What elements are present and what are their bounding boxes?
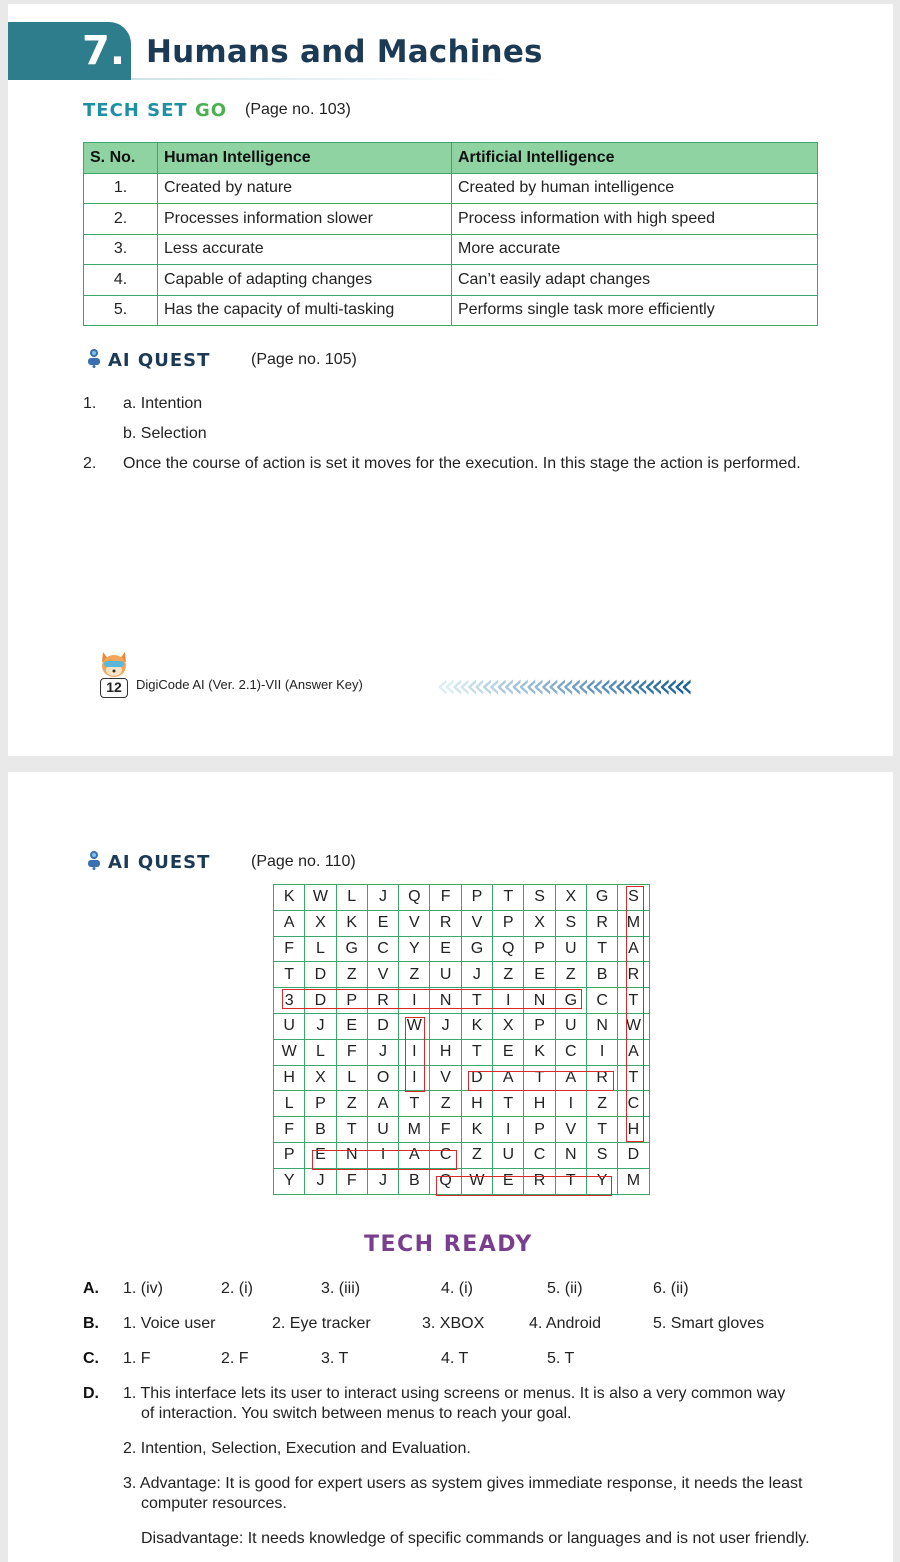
answer-item: 3. Advantage: It is good for expert users as system gives immediate response, it needs the least	[123, 1475, 803, 1492]
grid-letter: L	[336, 885, 367, 911]
grid-letter: U	[555, 1013, 586, 1039]
grid-letter: P	[461, 885, 492, 911]
answer-item: 4. T	[441, 1350, 469, 1367]
grid-letter: K	[336, 910, 367, 936]
grid-letter: A	[367, 1091, 398, 1117]
grid-letter: T	[618, 988, 649, 1014]
grid-letter: V	[555, 1117, 586, 1143]
answer-item: 3. (iii)	[321, 1280, 361, 1297]
table-row	[84, 265, 818, 296]
column-header: Human Intelligence	[158, 143, 452, 174]
grid-letter: U	[367, 1117, 398, 1143]
grid-letter: J	[367, 1039, 398, 1065]
answer-item: 2. (i)	[221, 1280, 253, 1297]
grid-letter: A	[399, 1142, 430, 1168]
table-cell: Has the capacity of multi-tasking	[158, 295, 452, 326]
grid-letter: R	[524, 1168, 555, 1194]
grid-letter: U	[274, 1013, 305, 1039]
answer-item: 1. This interface lets its user to interact using screens or menus. It is also a very common way	[123, 1385, 786, 1402]
table-header-row	[84, 143, 818, 174]
grid-letter: I	[367, 1142, 398, 1168]
grid-letter: L	[274, 1091, 305, 1117]
grid-row	[274, 1091, 650, 1117]
answer-item: computer resources.	[141, 1495, 287, 1512]
grid-letter: R	[586, 1065, 617, 1091]
table-row	[84, 204, 818, 235]
table-cell: Can’t easily adapt changes	[452, 265, 818, 296]
answer-item: a. Intention	[123, 395, 203, 412]
grid-letter: Z	[430, 1091, 461, 1117]
grid-letter: T	[618, 1065, 649, 1091]
grid-letter: A	[618, 936, 649, 962]
table-cell: Capable of adapting changes	[158, 265, 452, 296]
grid-letter: W	[274, 1039, 305, 1065]
grid-letter: C	[555, 1039, 586, 1065]
grid-letter: D	[461, 1065, 492, 1091]
grid-letter: Y	[399, 936, 430, 962]
grid-letter: V	[399, 910, 430, 936]
grid-letter: Z	[586, 1091, 617, 1117]
grid-letter: H	[274, 1065, 305, 1091]
grid-letter: L	[305, 936, 336, 962]
grid-row	[274, 936, 650, 962]
grid-letter: C	[430, 1142, 461, 1168]
table-cell: Process information with high speed	[452, 204, 818, 235]
grid-letter: N	[555, 1142, 586, 1168]
grid-letter: H	[461, 1091, 492, 1117]
grid-letter: Z	[336, 1091, 367, 1117]
grid-letter: E	[493, 1168, 524, 1194]
grid-letter: C	[618, 1091, 649, 1117]
grid-letter: T	[524, 1065, 555, 1091]
ai-quest-page-ref: (Page no. 110)	[251, 853, 356, 870]
table-row	[84, 295, 818, 326]
grid-letter: N	[430, 988, 461, 1014]
grid-letter: G	[461, 936, 492, 962]
grid-letter: S	[524, 885, 555, 911]
grid-letter: N	[586, 1013, 617, 1039]
answer-key-page-13	[8, 772, 893, 1562]
column-header: S. No.	[84, 143, 158, 174]
grid-letter: D	[618, 1142, 649, 1168]
grid-row	[274, 885, 650, 911]
table-cell: 3.	[84, 234, 158, 265]
grid-letter: R	[618, 962, 649, 988]
intelligence-comparison-table	[83, 142, 818, 326]
grid-letter: I	[399, 988, 430, 1014]
footer-book-title: DigiCode AI (Ver. 2.1)-VII (Answer Key)	[136, 677, 363, 692]
grid-row	[274, 1142, 650, 1168]
grid-letter: Q	[399, 885, 430, 911]
grid-letter: U	[555, 936, 586, 962]
grid-letter: K	[461, 1013, 492, 1039]
answer-item: 4. (i)	[441, 1280, 473, 1297]
answer-item: 1. F	[123, 1350, 151, 1367]
grid-letter: U	[430, 962, 461, 988]
answer-item: 3. XBOX	[422, 1315, 485, 1332]
ai-quest-page-ref: (Page no. 105)	[251, 351, 357, 368]
grid-letter: G	[336, 936, 367, 962]
tech-ready-heading: TECH READY	[364, 1232, 533, 1257]
answer-item: 5. Smart gloves	[653, 1315, 765, 1332]
grid-letter: S	[555, 910, 586, 936]
grid-letter: B	[586, 962, 617, 988]
grid-row	[274, 1039, 650, 1065]
chapter-number: 7.	[82, 28, 126, 74]
grid-letter: D	[305, 988, 336, 1014]
grid-letter: N	[336, 1142, 367, 1168]
grid-letter: K	[274, 885, 305, 911]
grid-letter: U	[493, 1142, 524, 1168]
answer-item: 1. Voice user	[123, 1315, 216, 1332]
grid-letter: F	[336, 1039, 367, 1065]
ai-quest-heading: AI QUEST	[108, 852, 211, 873]
grid-letter: D	[367, 1013, 398, 1039]
grid-letter: P	[493, 910, 524, 936]
answer-item: Once the course of action is set it moves for the execution. In this stage the action is performed.	[123, 455, 801, 472]
grid-letter: F	[274, 936, 305, 962]
answer-item: 5. (ii)	[547, 1280, 583, 1297]
grid-letter: Y	[274, 1168, 305, 1194]
grid-letter: R	[430, 910, 461, 936]
grid-letter: Z	[461, 1142, 492, 1168]
grid-letter: O	[367, 1065, 398, 1091]
grid-letter: A	[274, 910, 305, 936]
grid-letter: T	[461, 1039, 492, 1065]
answer-item: 3. T	[321, 1350, 349, 1367]
grid-letter: R	[586, 910, 617, 936]
grid-letter: A	[555, 1065, 586, 1091]
table-cell: Performs single task more efficiently	[452, 295, 818, 326]
grid-letter: H	[618, 1117, 649, 1143]
grid-row	[274, 1065, 650, 1091]
grid-letter: F	[430, 885, 461, 911]
question-label: A.	[83, 1280, 99, 1297]
grid-letter: C	[524, 1142, 555, 1168]
robot-icon	[85, 348, 103, 368]
grid-letter: X	[524, 910, 555, 936]
grid-letter: J	[367, 885, 398, 911]
grid-letter: F	[274, 1117, 305, 1143]
table-cell: More accurate	[452, 234, 818, 265]
table-cell: Created by nature	[158, 173, 452, 204]
answer-item: Disadvantage: It needs knowledge of specific commands or languages and is not user friendly.	[141, 1530, 810, 1547]
grid-row	[274, 1168, 650, 1194]
grid-letter: A	[618, 1039, 649, 1065]
grid-letter: T	[586, 936, 617, 962]
grid-letter: C	[367, 936, 398, 962]
grid-letter: Q	[430, 1168, 461, 1194]
grid-letter: E	[305, 1142, 336, 1168]
grid-letter: 3	[274, 988, 305, 1014]
grid-row	[274, 1117, 650, 1143]
grid-letter: J	[430, 1013, 461, 1039]
grid-letter: R	[367, 988, 398, 1014]
grid-letter: W	[305, 885, 336, 911]
grid-letter: P	[524, 1117, 555, 1143]
grid-letter: E	[367, 910, 398, 936]
question-label: C.	[83, 1350, 99, 1367]
ai-quest-heading: AI QUEST	[108, 350, 211, 371]
answer-item: of interaction. You switch between menus to reach your goal.	[141, 1405, 572, 1422]
grid-letter: Q	[493, 936, 524, 962]
grid-letter: Z	[336, 962, 367, 988]
grid-row	[274, 910, 650, 936]
grid-letter: E	[493, 1039, 524, 1065]
question-number: 2.	[83, 455, 97, 472]
grid-letter: W	[618, 1013, 649, 1039]
grid-letter: C	[586, 988, 617, 1014]
grid-letter: M	[399, 1117, 430, 1143]
table-row	[84, 173, 818, 204]
grid-letter: E	[336, 1013, 367, 1039]
table-cell: 1.	[84, 173, 158, 204]
grid-letter: B	[399, 1168, 430, 1194]
grid-letter: J	[367, 1168, 398, 1194]
table-row	[84, 234, 818, 265]
grid-letter: T	[493, 1091, 524, 1117]
table-cell: Created by human intelligence	[452, 173, 818, 204]
grid-letter: P	[524, 1013, 555, 1039]
grid-letter: T	[555, 1168, 586, 1194]
grid-letter: X	[305, 1065, 336, 1091]
grid-letter: H	[524, 1091, 555, 1117]
grid-letter: Y	[586, 1168, 617, 1194]
grid-letter: Z	[555, 962, 586, 988]
grid-letter: E	[430, 936, 461, 962]
grid-letter: I	[493, 988, 524, 1014]
grid-letter: T	[493, 885, 524, 911]
grid-row	[274, 1013, 650, 1039]
grid-letter: A	[493, 1065, 524, 1091]
grid-letter: Z	[493, 962, 524, 988]
grid-letter: G	[586, 885, 617, 911]
grid-letter: M	[618, 910, 649, 936]
grid-letter: W	[461, 1168, 492, 1194]
grid-letter: V	[461, 910, 492, 936]
grid-row	[274, 988, 650, 1014]
grid-letter: I	[399, 1039, 430, 1065]
table-cell: Less accurate	[158, 234, 452, 265]
table-cell: 5.	[84, 295, 158, 326]
grid-letter: J	[461, 962, 492, 988]
question-number: 1.	[83, 395, 97, 412]
question-label: D.	[83, 1385, 99, 1402]
grid-letter: P	[274, 1142, 305, 1168]
grid-letter: X	[555, 885, 586, 911]
grid-letter: J	[305, 1013, 336, 1039]
grid-letter: F	[430, 1117, 461, 1143]
decorative-chevrons: «««««««««««««««««	[436, 668, 688, 704]
grid-letter: I	[555, 1091, 586, 1117]
grid-letter: Z	[399, 962, 430, 988]
grid-letter: S	[586, 1142, 617, 1168]
grid-letter: L	[305, 1039, 336, 1065]
grid-letter: J	[305, 1168, 336, 1194]
grid-letter: X	[493, 1013, 524, 1039]
table-cell: 2.	[84, 204, 158, 235]
grid-letter: T	[399, 1091, 430, 1117]
chapter-underline	[131, 78, 521, 80]
grid-letter: V	[430, 1065, 461, 1091]
grid-letter: K	[461, 1117, 492, 1143]
grid-row	[274, 962, 650, 988]
grid-letter: H	[430, 1039, 461, 1065]
answer-item: 5. T	[547, 1350, 575, 1367]
grid-letter: N	[524, 988, 555, 1014]
grid-letter: T	[274, 962, 305, 988]
answer-item: 4. Android	[529, 1315, 602, 1332]
robot-icon	[85, 850, 103, 870]
grid-letter: D	[305, 962, 336, 988]
grid-letter: B	[305, 1117, 336, 1143]
answer-item: 6. (ii)	[653, 1280, 689, 1297]
answer-item: 2. Eye tracker	[272, 1315, 371, 1332]
answer-item: 2. F	[221, 1350, 249, 1367]
tech-set-go-heading: TECH SET GO	[83, 100, 228, 121]
table-cell: 4.	[84, 265, 158, 296]
grid-letter: M	[618, 1168, 649, 1194]
grid-letter: V	[367, 962, 398, 988]
grid-letter: T	[461, 988, 492, 1014]
answer-item: b. Selection	[123, 425, 207, 442]
grid-letter: G	[555, 988, 586, 1014]
grid-letter: I	[399, 1065, 430, 1091]
grid-letter: T	[336, 1117, 367, 1143]
answer-item: 1. (iv)	[123, 1280, 163, 1297]
grid-letter: F	[336, 1168, 367, 1194]
grid-letter: I	[493, 1117, 524, 1143]
page-number: 12	[100, 678, 128, 698]
grid-letter: E	[524, 962, 555, 988]
grid-letter: P	[305, 1091, 336, 1117]
word-search-grid	[273, 884, 650, 1195]
grid-letter: P	[336, 988, 367, 1014]
table-cell: Processes information slower	[158, 204, 452, 235]
chapter-title: Humans and Machines	[146, 34, 543, 70]
answer-item: 2. Intention, Selection, Execution and Evaluation.	[123, 1440, 471, 1457]
tech-set-go-page-ref: (Page no. 103)	[245, 101, 351, 118]
grid-letter: X	[305, 910, 336, 936]
grid-letter: I	[586, 1039, 617, 1065]
grid-letter: W	[399, 1013, 430, 1039]
column-header: Artificial Intelligence	[452, 143, 818, 174]
question-label: B.	[83, 1315, 99, 1332]
fox-mascot-icon	[98, 648, 130, 680]
grid-letter: K	[524, 1039, 555, 1065]
grid-letter: T	[586, 1117, 617, 1143]
grid-letter: L	[336, 1065, 367, 1091]
grid-letter: S	[618, 885, 649, 911]
answer-key-page-12	[8, 4, 893, 756]
grid-letter: P	[524, 936, 555, 962]
